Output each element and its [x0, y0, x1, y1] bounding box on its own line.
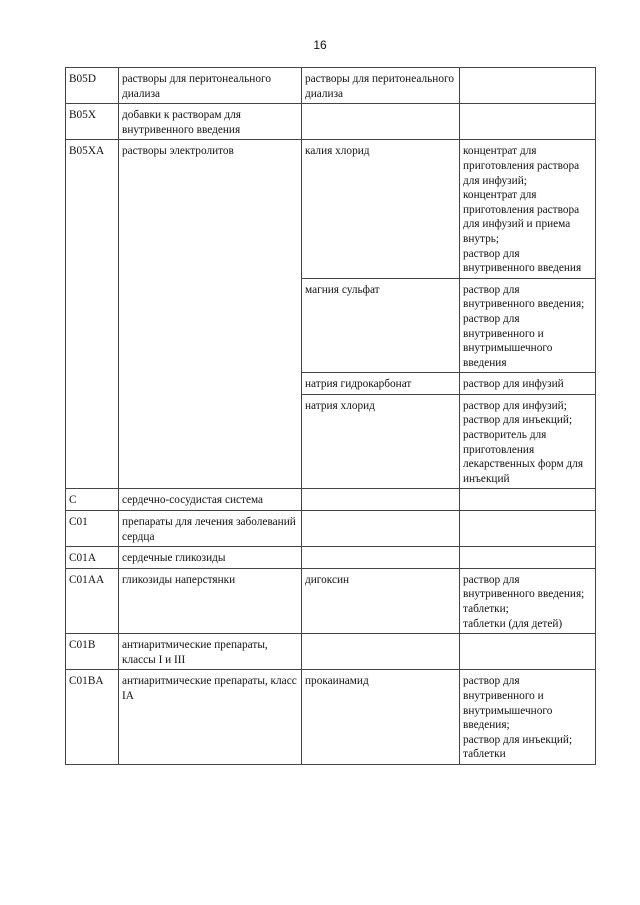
dosage-form-line: таблетки;: [463, 603, 509, 615]
group-name-cell: препараты для лечения заболеваний сердца: [119, 511, 302, 547]
drug-name-cell: [302, 634, 460, 670]
group-name-cell: сердечные гликозиды: [119, 547, 302, 569]
drug-name-cell: магния сульфат: [302, 278, 460, 373]
drug-name-cell: дигоксин: [302, 568, 460, 633]
medicines-table: [65, 67, 596, 765]
group-name-cell: растворы для перитонеального диализа: [119, 68, 302, 104]
dosage-form-cell: [460, 489, 596, 511]
dosage-form-line: раствор для инъекций;: [463, 414, 573, 427]
dosage-form-line: растворитель для приготовления лекарственных форм для инъекций: [463, 429, 584, 485]
group-name-cell: сердечно-сосудистая система: [119, 489, 302, 511]
table-row: [66, 104, 596, 140]
drug-name-cell: растворы для перитонеального диализа: [302, 68, 460, 104]
table-row: [66, 140, 596, 278]
atc-code-cell: C01BA: [66, 670, 119, 765]
dosage-form-line: раствор для внутривенного и внутримышечного введения;: [463, 675, 553, 732]
table-row: [66, 568, 596, 633]
dosage-form-cell: [460, 634, 596, 670]
drug-name-cell: [302, 547, 460, 569]
dosage-form-line: раствор для внутривенного введения;: [463, 573, 585, 601]
group-name-cell: антиаритмические препараты, классы I и III: [119, 634, 302, 670]
drug-name-cell: натрия гидрокарбонат: [302, 373, 460, 395]
group-name-cell: гликозиды наперстянки: [119, 568, 302, 633]
dosage-form-line: таблетки: [463, 748, 506, 761]
group-name-cell: растворы электролитов: [119, 140, 302, 489]
atc-code-cell: C01B: [66, 634, 119, 670]
dosage-form-cell: [460, 511, 596, 547]
dosage-form-cell: [460, 670, 596, 765]
atc-code-cell: C01: [66, 511, 119, 547]
drug-name-cell: калия хлорид: [302, 140, 460, 278]
dosage-form-line: таблетки (для детей): [463, 617, 563, 630]
page-number: 16: [313, 38, 327, 52]
atc-code-cell: C01AA: [66, 568, 119, 633]
dosage-form-cell: [460, 394, 596, 489]
drug-name-cell: прокаинамид: [302, 670, 460, 765]
dosage-form-line: раствор для внутривенного введения;: [463, 283, 585, 311]
dosage-form-line: раствор для инфузий: [463, 378, 564, 391]
dosage-form-line: концентрат для приготовления раствора для инфузий и приема внутрь;: [463, 189, 580, 245]
group-name-cell: антиаритмические препараты, класс IA: [119, 670, 302, 765]
dosage-form-cell: [460, 373, 596, 395]
atc-code-cell: C: [66, 489, 119, 511]
dosage-form-cell: [460, 104, 596, 140]
dosage-form-cell: [460, 140, 596, 278]
dosage-form-line: раствор для инфузий;: [463, 399, 567, 412]
drug-name-cell: [302, 489, 460, 511]
table-row: [66, 547, 596, 569]
drug-name-cell: [302, 104, 460, 140]
dosage-form-cell: [460, 568, 596, 633]
group-name-cell: добавки к растворам для внутривенного введения: [119, 104, 302, 140]
atc-code-cell: C01A: [66, 547, 119, 569]
dosage-form-cell: [460, 547, 596, 569]
atc-code-cell: B05X: [66, 104, 119, 140]
atc-code-cell: B05XA: [66, 140, 119, 489]
table-row: [66, 670, 596, 765]
table-row: [66, 68, 596, 104]
dosage-form-line: раствор для внутривенного и внутримышечного введения: [463, 312, 553, 369]
dosage-form-line: концентрат для приготовления раствора для инфузий;: [463, 145, 580, 187]
dosage-form-cell: [460, 278, 596, 373]
table-row: [66, 489, 596, 511]
dosage-form-line: раствор для инъекций;: [463, 733, 573, 746]
table-row: [66, 634, 596, 670]
dosage-form-line: раствор для внутривенного введения: [463, 247, 582, 275]
atc-code-cell: B05D: [66, 68, 119, 104]
table-row: [66, 511, 596, 547]
drug-name-cell: натрия хлорид: [302, 394, 460, 489]
dosage-form-cell: [460, 68, 596, 104]
drug-name-cell: [302, 511, 460, 547]
